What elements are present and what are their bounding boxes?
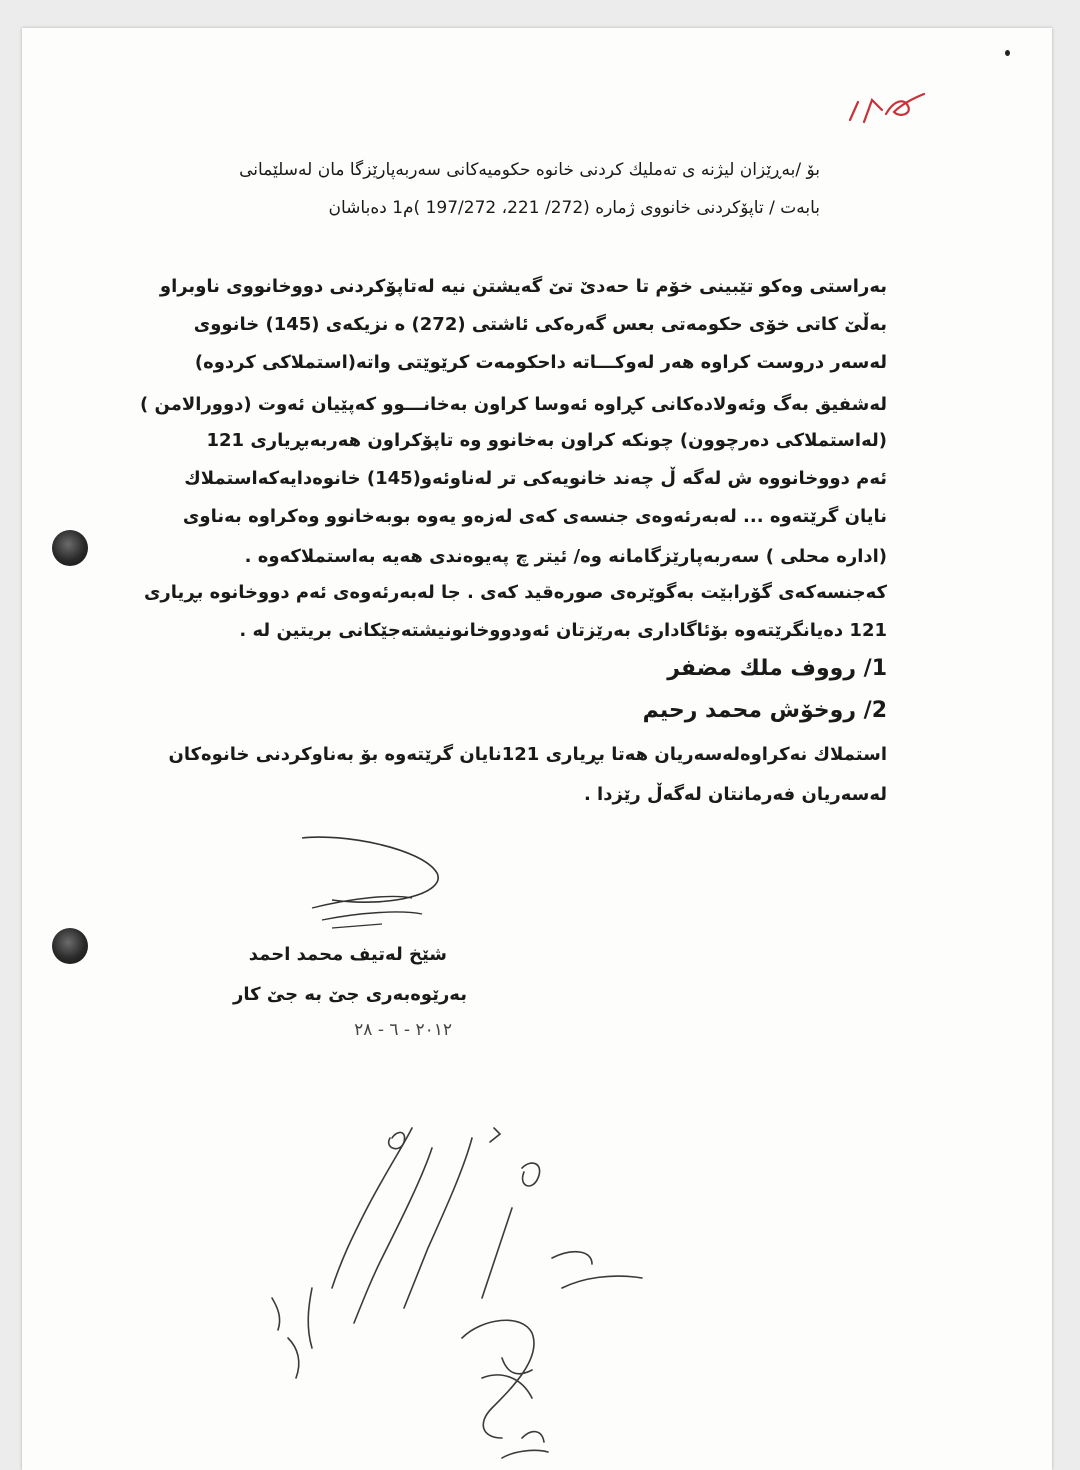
body-line-6: ئەم دووخانووە ش لەگە ڵ چەند خانویەكی تر لەناوئەو(145) خانوەدایەكەاستملاك bbox=[184, 468, 887, 489]
closing-line-2: لەسەریان فەرمانتان لەگەڵ رێزدا . bbox=[583, 784, 887, 805]
body-line-9: كەجنسەكەی گۆرابێت بەگوێرەی صورەقید كەی . جا لەبەرئەوەی ئەم دووخانوە بڕیاری bbox=[143, 582, 887, 603]
signatory-name: شێخ لەتیف محمد احمد bbox=[248, 944, 447, 965]
body-line-3: لەسەر دروست كراوە هەر لەوكـــاتە داحكومەت كرێوێتی واتە(استملاكی كردوە) bbox=[194, 352, 887, 373]
binder-hole-top bbox=[52, 530, 88, 566]
header-to-line: بۆ /بەڕێزان لیژنە ی تەملیك كردنی خانوە حكومیەكانی سەربەپارێزگا مان لەسلێمانی bbox=[239, 160, 820, 180]
name-line-1: 1/ رووف ملك مضفر bbox=[667, 656, 887, 681]
signatory-date: ٢٠١٢ - ٦ - ٢٨ bbox=[354, 1020, 452, 1040]
body-line-4: لەشفیق بەگ وئەولادەكانی كڕاوە ئەوسا كراون بەخانـــوو كەپێیان ئەوت (دوورالامن ) bbox=[140, 394, 887, 415]
body-line-7: نایان گرێتەوە ... لەبەرئەوەی جنسەی كەی لەزەو یەوە بوبەخانوو وەكراوە بەناوی bbox=[182, 506, 887, 527]
name-line-2: 2/ روخۆش محمد رحیم bbox=[642, 698, 887, 723]
ink-dot bbox=[1005, 50, 1010, 56]
body-line-2: بەڵێ كاتی خۆی حكومەتی بعس گەرەكی ئاشتی (272) ە نزیكەی (145) خانووی bbox=[193, 314, 887, 335]
body-line-1: بەراستی وەكو تێبینی خۆم تا حەدێ تێ گەیشتن نیە لەتاپۆكردنی دووخانووی ناوبراو bbox=[159, 276, 887, 297]
header-subject-line: بابەت / تاپۆكردنی خانووی ژمارە (272/ 221، 197/272 )م1 دەباشان bbox=[328, 198, 820, 218]
corner-number-handwritten bbox=[842, 80, 932, 140]
body-line-5: (لەاستملاكی دەرچوون) چونكە كراون بەخانوو وە تاپۆكراون هەربەبڕیاری 121 bbox=[206, 430, 887, 451]
document-page bbox=[22, 28, 1052, 1470]
body-line-10: 121 دەیانگرێتەوە بۆئاگاداری بەرێزتان ئەودووخانونیشتەجێكانی بریتین لە . bbox=[239, 620, 887, 641]
handwritten-annotation bbox=[232, 1108, 672, 1468]
signatory-title: بەرێوەبەری جێ بە جێ كار bbox=[233, 984, 467, 1005]
binder-hole-bottom bbox=[52, 928, 88, 964]
signature-scribble bbox=[272, 828, 472, 938]
closing-line-1: استملاك نەكراوەلەسەریان هەتا بڕیاری 121نایان گرێتەوە بۆ بەناوكردنی خانوەكان bbox=[168, 744, 887, 765]
body-line-8: (ادارە محلی ) سەربەپارێزگامانە وە/ ئیتر چ پەیوەندی هەیە بەاستملاكەوە . bbox=[244, 546, 887, 567]
